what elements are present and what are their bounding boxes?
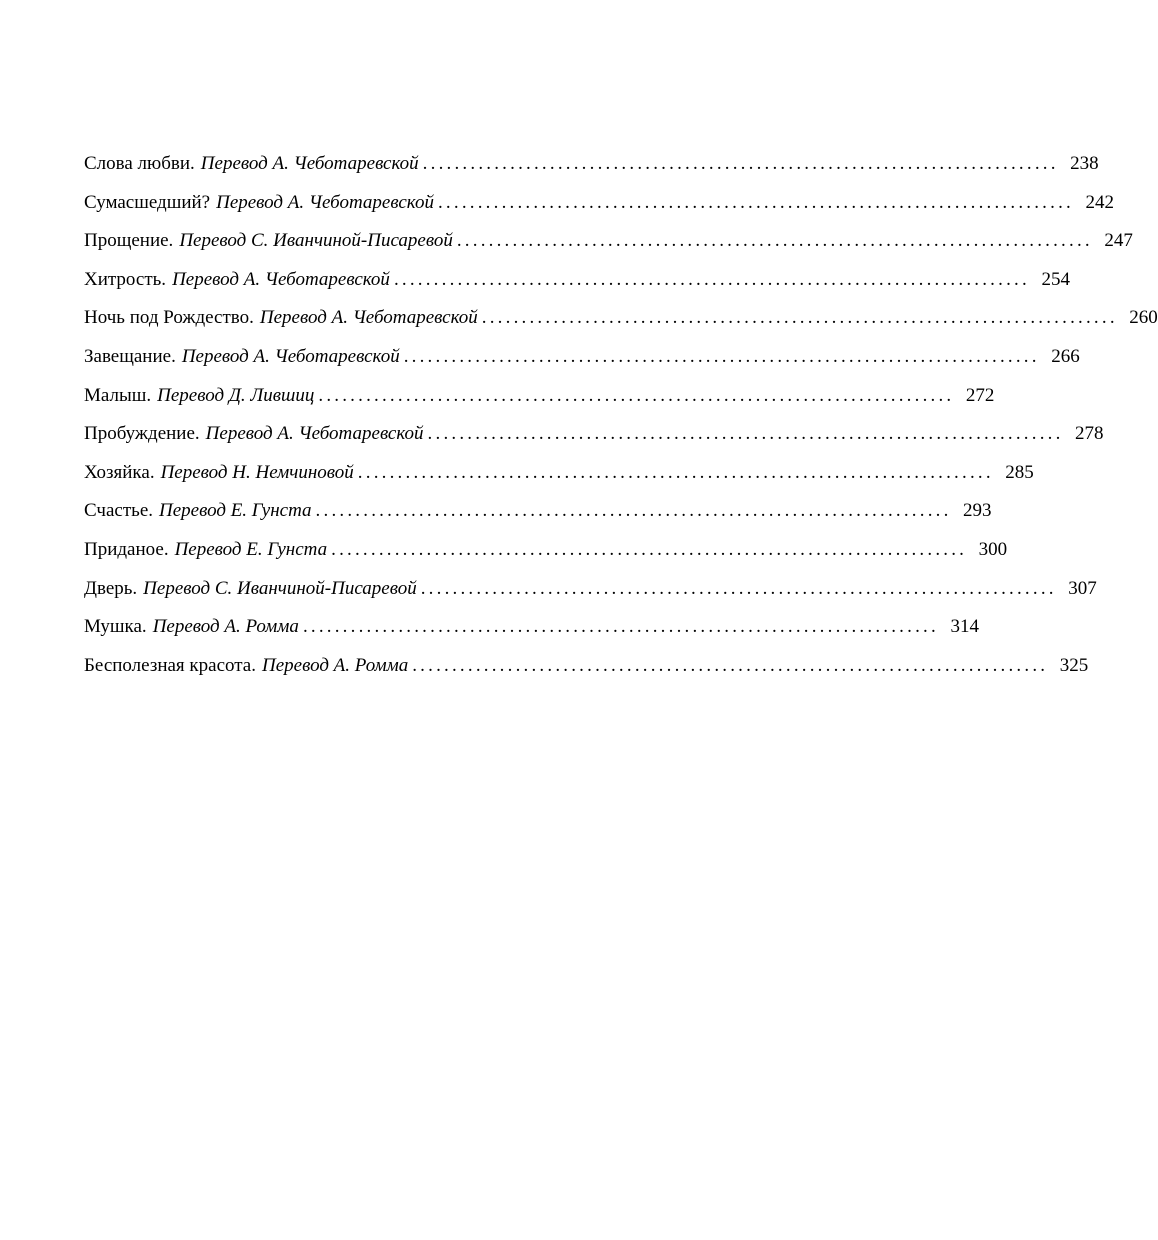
entry-translator: Перевод А. Чеботаревской bbox=[200, 153, 419, 174]
entry-title: Пробуждение. bbox=[84, 423, 200, 445]
dot-leader: ................................................................................ bbox=[357, 461, 994, 483]
entry-translator: Перевод А. Чеботаревской bbox=[259, 307, 478, 329]
entry-translator: Перевод А. Чеботаревской bbox=[172, 268, 390, 290]
toc-entry bbox=[84, 415, 1104, 454]
dot-leader: ................................................................................ bbox=[412, 654, 1049, 676]
entry-title: Ночь под Рождество. bbox=[84, 307, 254, 329]
dot-leader: ................................................................................ bbox=[427, 423, 1064, 445]
entry-title: Мушка. bbox=[84, 616, 147, 638]
entry-translator: Перевод Е. Гунста bbox=[174, 538, 328, 560]
entry-translator: Перевод А. Чеботаревской bbox=[181, 345, 400, 367]
toc-entry bbox=[84, 570, 1097, 609]
entry-page-number: 314 bbox=[950, 616, 979, 638]
toc-entry bbox=[84, 184, 1114, 223]
dot-leader: ................................................................................ bbox=[315, 500, 952, 522]
toc-entry bbox=[84, 608, 979, 647]
toc-entry bbox=[84, 299, 1158, 338]
entry-translator: Перевод С. Иванчиной-Писаревой bbox=[179, 230, 453, 252]
entry-page-number: 285 bbox=[1005, 461, 1034, 483]
entry-translator: Перевод А. Ромма bbox=[261, 654, 409, 676]
dot-leader: ................................................................................ bbox=[393, 268, 1030, 290]
entry-translator: Перевод А. Чеботаревской bbox=[216, 191, 434, 213]
dot-leader: ................................................................................ bbox=[331, 538, 968, 560]
entry-translator: Перевод Е. Гунста bbox=[159, 500, 312, 522]
dot-leader: ................................................................................ bbox=[437, 191, 1074, 213]
entry-translator: Перевод Н. Немчиновой bbox=[160, 461, 354, 483]
entry-title: Слова любви. bbox=[84, 153, 195, 174]
entry-title: Завещание. bbox=[84, 345, 176, 367]
entry-title: Счастье. bbox=[84, 500, 153, 522]
toc-entry bbox=[84, 145, 1099, 184]
table-of-contents bbox=[84, 145, 1158, 685]
toc-entry bbox=[84, 647, 1089, 686]
entry-page-number: 266 bbox=[1051, 345, 1080, 367]
entry-title: Прощение. bbox=[84, 230, 174, 252]
entry-title: Сумасшедший? bbox=[84, 191, 211, 213]
entry-translator: Перевод С. Иванчиной-Писаревой bbox=[143, 577, 417, 599]
entry-page-number: 242 bbox=[1085, 191, 1114, 213]
entry-page-number: 278 bbox=[1075, 423, 1104, 445]
dot-leader: ................................................................................ bbox=[420, 577, 1057, 599]
entry-page-number: 260 bbox=[1129, 307, 1158, 329]
entry-page-number: 325 bbox=[1059, 654, 1089, 676]
entry-translator: Перевод А. Ромма bbox=[152, 616, 299, 638]
toc-entry bbox=[84, 261, 1070, 300]
entry-title: Дверь. bbox=[84, 577, 138, 599]
dot-leader: ................................................................................ bbox=[456, 230, 1093, 252]
toc-entry bbox=[84, 377, 995, 416]
toc-entry bbox=[84, 531, 1008, 570]
dot-leader: ................................................................................ bbox=[481, 307, 1118, 329]
entry-page-number: 247 bbox=[1104, 230, 1133, 252]
dot-leader: ................................................................................ bbox=[302, 616, 939, 638]
toc-entry bbox=[84, 492, 992, 531]
entry-title: Хитрость. bbox=[84, 268, 167, 290]
entry-page-number: 300 bbox=[978, 538, 1008, 560]
entry-title: Бесполезная красота. bbox=[84, 654, 256, 676]
toc-entry bbox=[84, 454, 1034, 493]
entry-page-number: 254 bbox=[1041, 268, 1070, 290]
entry-title: Приданое. bbox=[84, 538, 169, 560]
dot-leader: ................................................................................ bbox=[318, 384, 955, 406]
entry-page-number: 293 bbox=[963, 500, 992, 522]
entry-translator: Перевод А. Чеботаревской bbox=[205, 423, 424, 445]
dot-leader: ................................................................................ bbox=[422, 153, 1059, 174]
entry-page-number: 272 bbox=[965, 384, 995, 406]
entry-page-number: 238 bbox=[1070, 153, 1099, 174]
entry-translator: Перевод Д. Лившиц bbox=[157, 384, 315, 406]
entry-title: Малыш. bbox=[84, 384, 152, 406]
toc-entry bbox=[84, 222, 1133, 261]
toc-entry bbox=[84, 338, 1080, 377]
entry-page-number: 307 bbox=[1068, 577, 1097, 599]
entry-title: Хозяйка. bbox=[84, 461, 155, 483]
dot-leader: ................................................................................ bbox=[403, 345, 1040, 367]
